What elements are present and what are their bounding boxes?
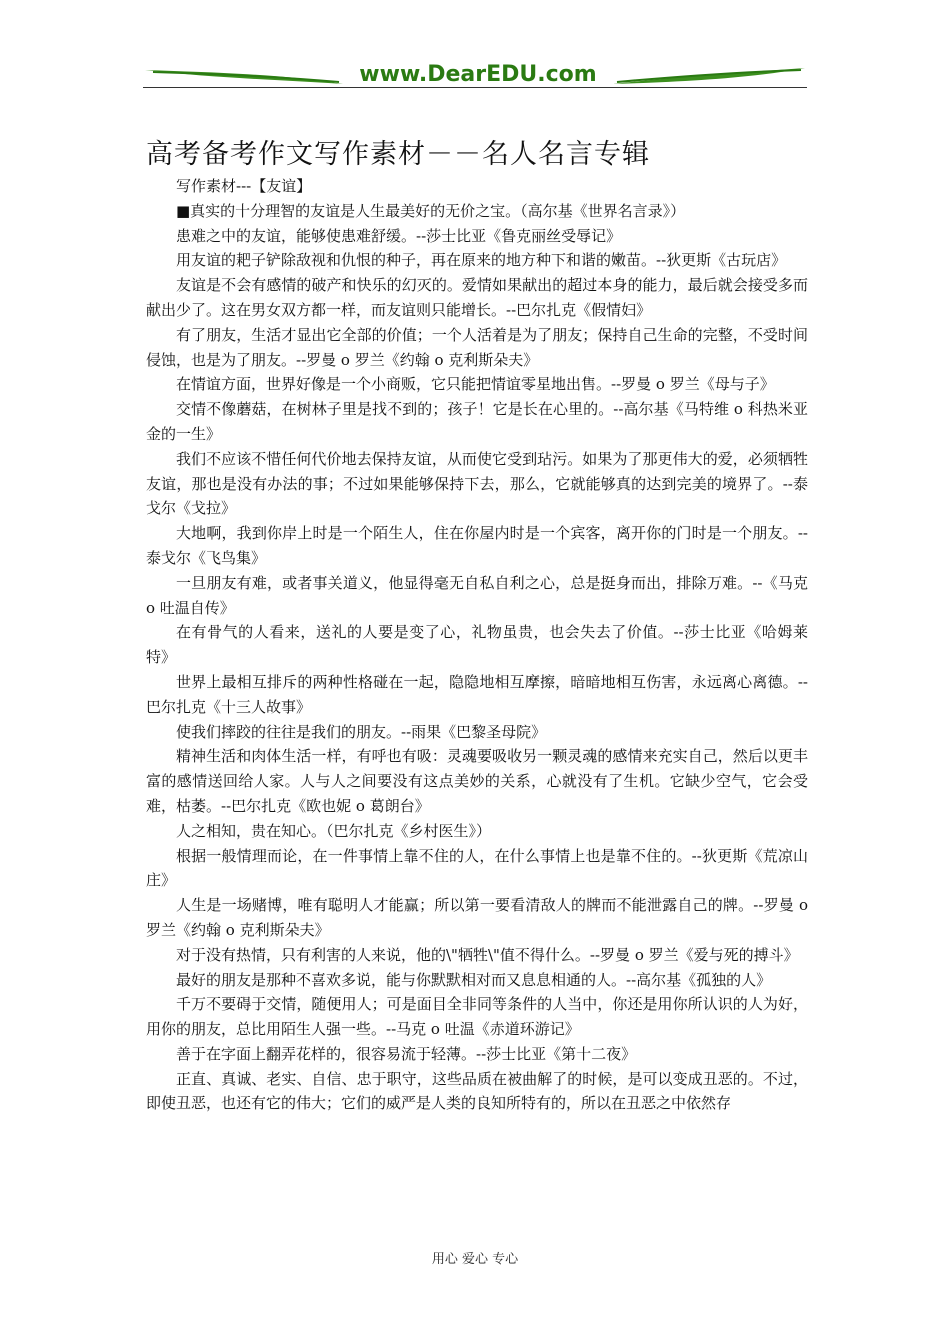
paragraph: 在有骨气的人看来，送礼的人要是变了心，礼物虽贵，也会失去了价值。--莎士比亚《哈姆莱特》	[146, 623, 808, 667]
paragraph: 写作素材---【友谊】	[176, 177, 312, 195]
page-footer: 用心 爱心 专心	[431, 1252, 519, 1267]
paragraph: 有了朋友，生活才显出它全部的价值；一个人活着是为了朋友；保持自己生命的完整，不受时间侵蚀，也是为了朋友。--罗曼 o 罗兰《约翰 o 克利斯朵夫》	[146, 325, 808, 369]
paragraph: 善于在字面上翻弄花样的，很容易流于轻薄。--莎士比亚《第十二夜》	[176, 1044, 637, 1063]
paragraph: 友谊是不会有感情的破产和快乐的幻灭的。爱情如果献出的超过本身的能力，最后就会接受多而献出少了。这在男女双方都一样，而友谊则只能增长。--巴尔扎克《假情妇》	[146, 276, 808, 319]
paragraph: 世界上最相互排斥的两种性格碰在一起，隐隐地相互摩擦，暗暗地相互伤害，永远离心离德。--巴尔扎克《十三人故事》	[146, 672, 808, 716]
paragraph: 我们不应该不惜任何代价地去保持友谊，从而使它受到玷污。如果为了那更伟大的爱，必须牺牲友谊，那也是没有办法的事；不过如果能够保持下去，那么，它就能够真的达到完美的境界了。--泰戈尔《戈拉》	[146, 449, 808, 518]
site-name-logo: www.DearEDU.com	[359, 62, 597, 87]
paragraph: 最好的朋友是那种不喜欢多说，能与你默默相对而又息息相通的人。--高尔基《孤独的人》	[176, 970, 772, 989]
paragraph: 用友谊的耙子铲除敌视和仇恨的种子，再在原来的地方种下和谐的嫩苗。--狄更斯《古玩店》	[176, 251, 787, 270]
paragraph: 患难之中的友谊，能够使患难舒缓。--莎士比亚《鲁克丽丝受辱记》	[176, 226, 622, 245]
document-body	[146, 174, 808, 1116]
paragraph: 千万不要碍于交情，随便用人；可是面目全非同等条件的人当中，你还是用你所认识的人为好，用你的朋友，总比用陌生人强一些。--马克 o 吐温《赤道环游记》	[146, 995, 808, 1039]
site-header	[143, 58, 807, 98]
paragraph: 正直、真诚、老实、自信、忠于职守，这些品质在被曲解了的时候，是可以变成丑恶的。不过，即使丑恶，也还有它的伟大；它们的威严是人类的良知所特有的，所以在丑恶之中依然存	[146, 1069, 808, 1113]
paragraph: 精神生活和肉体生活一样，有呼也有吸：灵魂要吸收另一颗灵魂的感情来充实自己，然后以更丰富的感情送回给人家。人与人之间要没有这点美妙的关系，心就没有了生机。它缺少空气，它会受难，枯萎。--巴尔扎克《欧也妮 o 葛朗台》	[146, 747, 808, 815]
paragraph: 使我们摔跤的往往是我们的朋友。--雨果《巴黎圣母院》	[176, 722, 547, 741]
paragraph: 交情不像蘑菇，在树林子里是找不到的；孩子！它是长在心里的。--高尔基《马特维 o 科热米亚金的一生》	[146, 400, 808, 443]
paragraph: 根据一般情理而论，在一件事情上靠不住的人，在什么事情上也是靠不住的。--狄更斯《荒凉山庄》	[146, 846, 808, 890]
paragraph: ■真实的十分理智的友谊是人生最美好的无价之宝。（高尔基《世界名言录》）	[176, 201, 686, 220]
paragraph: 人生是一场赌博，唯有聪明人才能赢；所以第一要看清敌人的牌而不能泄露自己的牌。--罗曼 o 罗兰《约翰 o 克利斯朵夫》	[146, 896, 808, 939]
header-divider	[143, 87, 807, 88]
paragraph: 大地啊，我到你岸上时是一个陌生人，住在你屋内时是一个宾客，离开你的门时是一个朋友。--泰戈尔《飞鸟集》	[146, 524, 808, 567]
page-title: 高考备考作文写作素材－－名人名言专辑	[146, 139, 650, 170]
paragraph: 在情谊方面，世界好像是一个小商贩，它只能把情谊零星地出售。--罗曼 o 罗兰《母与子》	[176, 375, 775, 394]
paragraph: 人之相知，贵在知心。（巴尔扎克《乡村医生》）	[176, 821, 492, 840]
paragraph: 一旦朋友有难，或者事关道义，他显得毫无自私自利之心，总是挺身而出，排除万难。--《马克 o 吐温自传》	[146, 573, 808, 617]
paragraph: 对于没有热情，只有利害的人来说，他的\"牺牲\"值不得什么。--罗曼 o 罗兰《爱与死的搏斗》	[176, 945, 799, 964]
